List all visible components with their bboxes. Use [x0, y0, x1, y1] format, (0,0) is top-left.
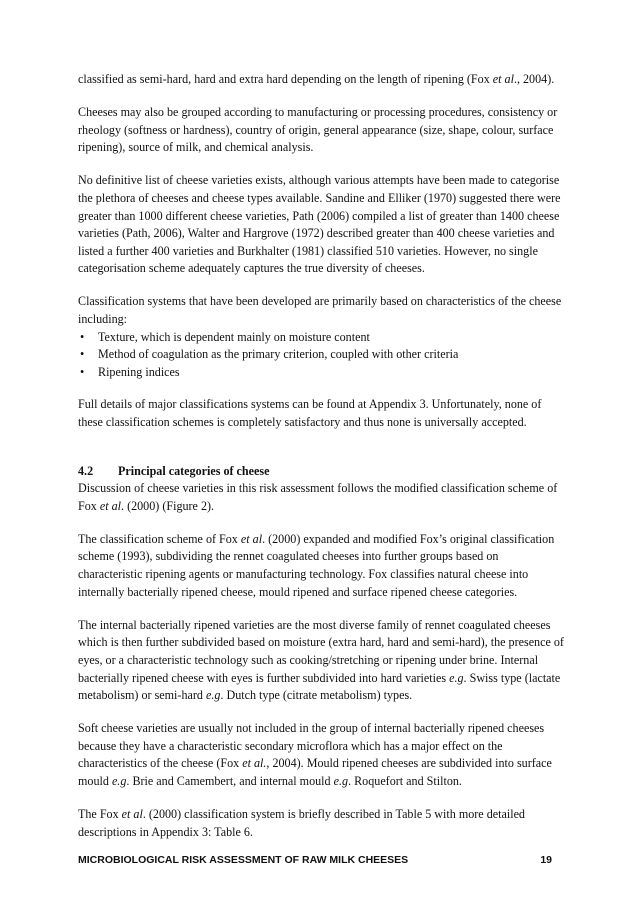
- paragraph-discussion: Discussion of cheese varieties in this risk assessment follows the modified classification scheme of Fox et al. (2000) (Figure 2).: [78, 481, 558, 513]
- bullet-icon: •: [80, 329, 85, 344]
- bullet-icon: •: [80, 364, 85, 379]
- paragraph-soft-cheese: Soft cheese varieties are usually not included in the group of internal bacterially ripened cheeses because they have a characteristic secondary microflora which has a major effect on the characteristics of the cheese (Fox et al., 2004). Mould ripened cheeses are subdivided into surface mould e.g. Brie and Camembert, and internal mould e.g. Roquefort and Stilton.: [78, 721, 552, 788]
- paragraph-fox-scheme: The classification scheme of Fox et al. (2000) expanded and modified Fox’s original classification scheme (1993), subdividing the rennet coagulated cheeses into further groups based on characteristic ripening agents or manufacturing technology. Fox classifies natural cheese into internally bacterially ripened cheese, mould ripened and surface ripened cheese categories.: [78, 531, 555, 599]
- paragraph-varieties-count: No definitive list of cheese varieties exists, although various attempts have been made to categorise the plethora of cheeses and cheese types available. Sandine and Elliker (1970) suggested there were greater than 1000 different cheese varieties, Path (2006) compiled a list of greater than 1400 cheese varieties (Path, 2006), Walter and Hargrove (1972) described greater than 400 cheese varieties and listed a further 400 varieties and Burkhalter (1981) classified 510 varieties. However, no single categorisation scheme adequately captures the true diversity of cheeses.: [78, 173, 561, 276]
- list-item: • Texture, which is dependent mainly on moisture content: [78, 329, 564, 347]
- page-number: 19: [540, 854, 552, 866]
- section-title: Principal categories of cheese: [118, 463, 270, 478]
- body-text: [78, 71, 564, 857]
- paragraph-appendix-reference: Full details of major classifications systems can be found at Appendix 3. Unfortunately, none of these classification schemes is completely satisfactory and thus none is universally accepted.: [78, 397, 542, 429]
- section-number: 4.2: [78, 463, 94, 478]
- paragraph-classification-ripening: classified as semi-hard, hard and extra hard depending on the length of ripening (Fox et al., 2004).: [78, 72, 555, 86]
- list-item: • Ripening indices: [78, 364, 564, 382]
- characteristics-list: [78, 329, 564, 382]
- paragraph-grouping: Cheeses may also be grouped according to manufacturing or processing procedures, consistency or rheology (softness or hardness), country of origin, general appearance (size, shape, colour, surface ripening), source of milk, and chemical analysis.: [78, 105, 558, 155]
- footer-title: MICROBIOLOGICAL RISK ASSESSMENT OF RAW MILK CHEESES: [78, 854, 409, 866]
- bullet-icon: •: [80, 347, 85, 362]
- page-footer: [78, 854, 564, 866]
- paragraph-internal-bacterial: The internal bacterially ripened varieties are the most diverse family of rennet coagulated cheeses which is then further subdivided based on moisture (extra hard, hard and semi-hard), the presence of eyes, or a characteristic technology such as cooking/stretching or ripening under brine. Internal bacterially ripened cheese with eyes is further subdivided into hard varieties e.g. Swiss type (lactate metabolism) or semi-hard e.g. Dutch type (citrate metabolism) types.: [78, 617, 564, 703]
- section-heading: [78, 463, 564, 481]
- list-item: • Method of coagulation as the primary criterion, coupled with other criteria: [78, 346, 564, 364]
- paragraph-table-reference: The Fox et al. (2000) classification system is briefly described in Table 5 with more detailed descriptions in Appendix 3: Table 6.: [78, 807, 525, 839]
- paragraph-classification-systems: Classification systems that have been developed are primarily based on characteristics of the cheese including:: [78, 294, 562, 327]
